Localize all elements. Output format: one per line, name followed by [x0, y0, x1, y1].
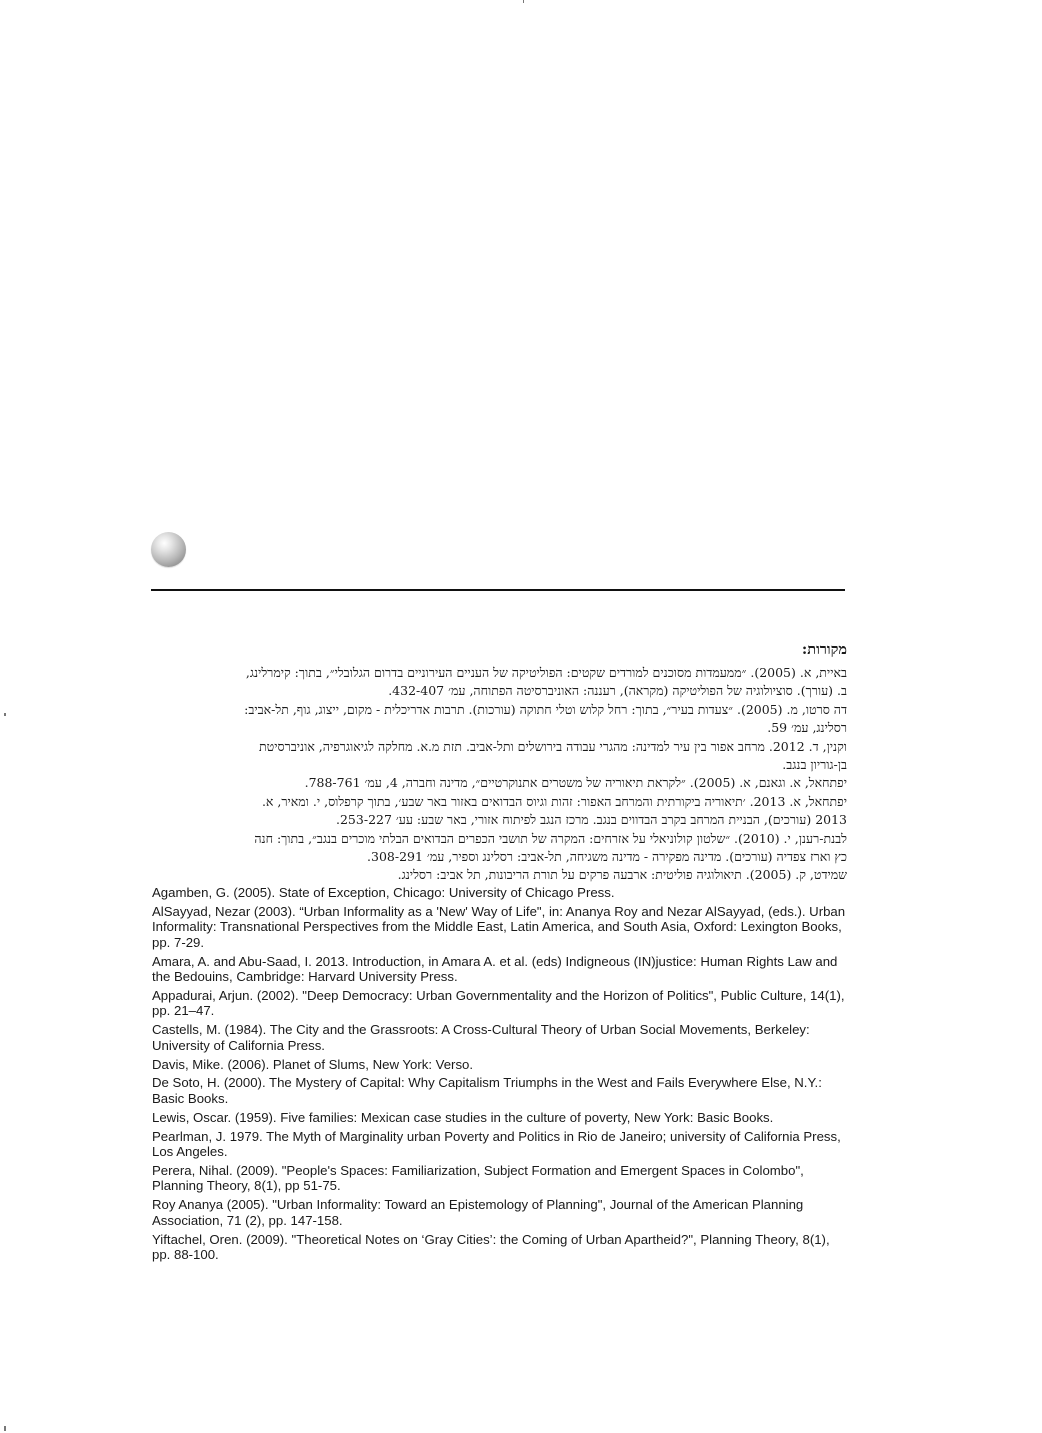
hebrew-reference-line: שמידט, ק. (2005). תיאולוגיה פוליטית: ארבעה פרקים על תורת הריבונות, תל אביב: רסלינג. — [397, 867, 847, 883]
hebrew-reference-line: ב. (עורך). סוציולוגיה של הפוליטיקה (מקראה), רעננה: האוניברסיטה הפתוחה, עמ׳ 432-407. — [388, 683, 847, 699]
english-reference: Agamben, G. (2005). State of Exception, Chicago: University of Chicago Press. — [152, 885, 615, 900]
english-reference: Roy Ananya (2005). "Urban Informality: Toward an Epistemology of Planning", Journal of the American Planning Association, 71 (2), pp. 147-158. — [152, 1197, 804, 1228]
hebrew-reference — [151, 738, 847, 775]
hebrew-reference-line: וקנין, ד. 2012. מרחב אפור בין עיר למדינה: מהגרי עבודה בירושלים ותל-אביב. תזת מ.א. מחלקה לגיאוגרפיה, אוניברסיטת — [259, 738, 847, 754]
english-reference: Lewis, Oscar. (1959). Five families: Mexican case studies in the culture of poverty, New York: Basic Books. — [152, 1109, 774, 1125]
hebrew-reference-line: באיית, א. (2005). ״ממעמדות מסוכנים למורדים שקטים: הפוליטיקה של העניים העירוניים בדרום הגלובלי״, בתוך: קימרלינג, — [245, 665, 847, 680]
references-heading: מקורות: — [801, 641, 847, 658]
hebrew-reference — [151, 866, 847, 884]
english-reference: Davis, Mike. (2006). Planet of Slums, New York: Verso. — [152, 1056, 474, 1072]
hebrew-reference-line: דה סרטו, מ. (2005). ״צעדות בעיר״, בתוך: רחל קלוש וטלי חתוקה (עורכות). תרבות אדריכלית - מקום, ייצוג, גוף, תל-אביב: — [244, 701, 847, 717]
hebrew-reference — [151, 774, 847, 792]
english-reference: Yiftachel, Oren. (2009). "Theoretical Notes on ‘Gray Cities’: the Coming of Urban Apartheid?", Planning Theory, 8(1), pp. 88-100. — [152, 1231, 830, 1263]
english-reference: Perera, Nihal. (2009). "People's Spaces: Familiarization, Subject Formation and Emergent Spaces in Colombo", Planning Theory, 8(1), pp 51-75. — [152, 1163, 804, 1194]
hebrew-reference-line: יפתחאל, א. 2013. ׳תיאוריה ביקורתית והמרחב האפור: זהות וגיוס הבדואים באזור באר שבע׳, בתוך קרפלוס, י. ומאיר, א. — [261, 793, 847, 809]
english-references — [152, 885, 850, 1266]
crop-mark-left — [4, 713, 6, 716]
section-divider — [151, 589, 845, 591]
hebrew-reference-line: רסלינג, עמ׳ 59. — [767, 720, 847, 736]
crop-mark-top — [523, 0, 524, 3]
hebrew-reference-line: כץ וארז צפדיה (עורכים). מדינה מפקירה - מדינה משגיחה, תל-אביב: רסלינג וספיר, עמ׳ 308-291. — [367, 849, 847, 865]
hebrew-reference-line: 2013 (עורכים), הבניית המרחב בקרב הבדווים בנגב. מרכז הנגב לפיתוח אזורי, באר שבע: עע׳ 253-227. — [336, 812, 847, 828]
crop-mark-bottom — [4, 1426, 6, 1431]
hebrew-reference-line: בן-גוריון בנגב. — [782, 757, 847, 773]
hebrew-references — [151, 640, 847, 885]
hebrew-reference — [151, 664, 847, 701]
english-reference: Appadurai, Arjun. (2002). "Deep Democracy: Urban Governmentality and the Horizon of Politics", Public Culture, 14(1), pp. 21–47. — [152, 987, 845, 1019]
english-reference: AlSayyad, Nezar (2003). “Urban Informality as a 'New' Way of Life", in: Ananya Roy and Nezar AlSayyad, (eds.). Urban Informality: Transnational Perspectives from the Middle East, Latin America, and South Asia, Oxford: Lexington Books, pp. 7-29. — [152, 903, 846, 950]
hebrew-reference — [151, 793, 847, 830]
english-reference: Castells, M. (1984). The City and the Grassroots: A Cross-Cultural Theory of Urban Social Movements, Berkeley: University of California Press. — [152, 1022, 810, 1053]
hebrew-reference-line: יפתחאל, א. וגאנם, א. (2005). ״לקראת תיאוריה של משטרים אתנוקרטיים״, מדינה וחברה, 4, עמ׳ 788-761. — [304, 775, 847, 791]
english-reference: Pearlman, J. 1979. The Myth of Marginality urban Poverty and Politics in Rio de Janeiro; university of California Press, Los Angeles. — [152, 1128, 841, 1160]
hebrew-reference-line: לבנת-רענן, י. (2010). ״שלטון קולוניאלי על אזרחים: המקרה של תושבי הכפרים הבדואים הבלתי מוכרים בנגב״, בתוך: חנה — [254, 830, 847, 846]
english-reference: Amara, A. and Abu-Saad, I. 2013. Introduction, in Amara A. et al. (eds) Indigneous (IN)justice: Human Rights Law and the Bedouins, Cambridge: Harvard University Press. — [152, 953, 838, 985]
decorative-sphere-icon — [151, 532, 186, 567]
hebrew-reference — [151, 830, 847, 867]
english-reference: De Soto, H. (2000). The Mystery of Capital: Why Capitalism Triumphs in the West and Fails Everywhere Else, N.Y.: Basic Books. — [152, 1075, 822, 1106]
hebrew-reference — [151, 701, 847, 738]
